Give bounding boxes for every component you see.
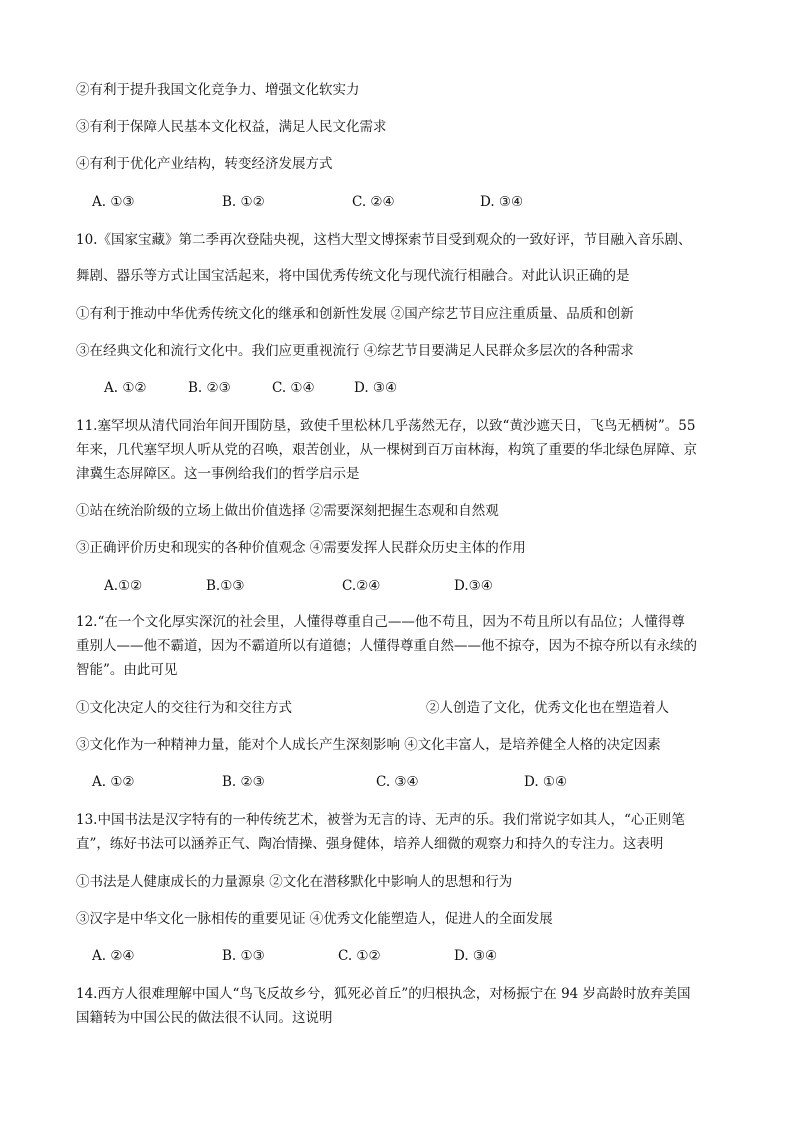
q12-option-c: C. ③④ [376,774,419,790]
q14-stem-line-2: 国籍转为中国公民的做法很不认同。这说明 [76,1010,333,1026]
q9-statement-3: ③有利于保障人民基本文化权益，满足人民文化需求 [76,119,387,135]
q12-stem-line-3: 智能”。由此可见 [76,662,178,678]
q11-option-d: D.③④ [454,578,493,594]
q13-option-b: B. ①③ [222,948,265,964]
q11-option-c: C.②④ [342,578,381,594]
q14-stem-line-1: 14.西方人很难理解中国人“鸟飞反故乡兮，狐死必首丘”的归根执念，对杨振宁在 94 岁高龄时放弃美国 [76,986,691,1002]
q11-stem-line-3: 津冀生态屏障区。这一事例给我们的哲学启示是 [76,466,360,482]
q13-stem-line-2: 直”，练好书法可以涵养正气、陶冶情操、强身健体，培养人细微的观察力和持久的专注力。这表明 [76,836,664,852]
q12-stem-line-1: 12.“在一个文化厚实深沉的社会里，人懂得尊重自己——他不苟且，因为不苟且所以有品位；人懂得尊 [76,614,685,630]
q9-option-d: D. ③④ [480,194,524,210]
q10-stem-line-1: 10.《国家宝藏》第二季再次登陆央视，这档大型文博探索节目受到观众的一致好评，节目融入音乐剧、 [76,232,692,248]
q11-option-a: A.①② [104,578,143,594]
q9-statement-4: ④有利于优化产业结构，转变经济发展方式 [76,156,333,172]
q10-statements-row-1: ①有利于推动中华优秀传统文化的继承和创新性发展 ②国产综艺节目应注重质量、品质和创新 [76,306,634,322]
q12-statements-row-2: ③文化作为一种精神力量，能对个人成长产生深刻影响 ④文化丰富人，是培养健全人格的决定因素 [76,737,661,753]
q13-option-a: A. ②④ [92,948,135,964]
q13-stem-line-1: 13.中国书法是汉字特有的一种传统艺术，被誉为无言的诗、无声的乐。我们常说字如其人，“心正则笔 [76,812,685,828]
q12-option-d: D. ①④ [524,774,568,790]
q13-option-d: D. ③④ [454,948,498,964]
q11-statements-row-2: ③正确评价历史和现实的各种价值观念 ④需要发挥人民群众历史主体的作用 [76,540,526,556]
q10-stem-line-2: 舞剧、器乐等方式让国宝活起来，将中国优秀传统文化与现代流行相融合。对此认识正确的是 [76,268,630,284]
q10-option-b: B. ②③ [188,380,231,396]
q9-option-b: B. ①② [222,194,265,210]
q13-option-c: C. ①② [338,948,381,964]
q9-option-a: A. ①③ [92,194,135,210]
q13-statements-row-1: ①书法是人健康成长的力量源泉 ②文化在潜移默化中影响人的思想和行为 [76,874,513,890]
q10-option-c: C. ①④ [272,380,315,396]
q9-statement-2: ②有利于提升我国文化竞争力、增强文化软实力 [76,82,360,98]
q10-option-d: D. ③④ [354,380,398,396]
q12-statement-2: ②人创造了文化，优秀文化也在塑造着人 [426,700,669,716]
q12-option-b: B. ②③ [222,774,265,790]
q10-option-a: A. ①② [104,380,147,396]
q11-stem-line-1: 11.塞罕坝从清代同治年间开围防垦，致使千里松林几乎荡然无存，以致“黄沙遮天日，飞鸟无栖树”。55 [76,418,696,434]
q12-option-a: A. ①② [92,774,135,790]
q13-statements-row-2: ③汉字是中华文化一脉相传的重要见证 ④优秀文化能塑造人，促进人的全面发展 [76,911,553,927]
q11-stem-line-2: 年来，几代塞罕坝人听从党的召唤，艰苦创业，从一棵树到百万亩林海，构筑了重要的华北绿色屏障、京 [76,442,697,458]
q11-option-b: B.①③ [206,578,245,594]
q12-stem-line-2: 重别人——他不霸道，因为不霸道所以有道德；人懂得尊重自然——他不掠夺，因为不掠夺所以有永续的 [76,638,697,654]
q11-statements-row-1: ①站在统治阶级的立场上做出价值选择 ②需要深刻把握生态观和自然观 [76,503,499,519]
q12-statement-1: ①文化决定人的交往行为和交往方式 [76,700,292,716]
q9-option-c: C. ②④ [352,194,395,210]
q10-statements-row-2: ③在经典文化和流行文化中。我们应更重视流行 ④综艺节目要满足人民群众多层次的各种需求 [76,343,634,359]
